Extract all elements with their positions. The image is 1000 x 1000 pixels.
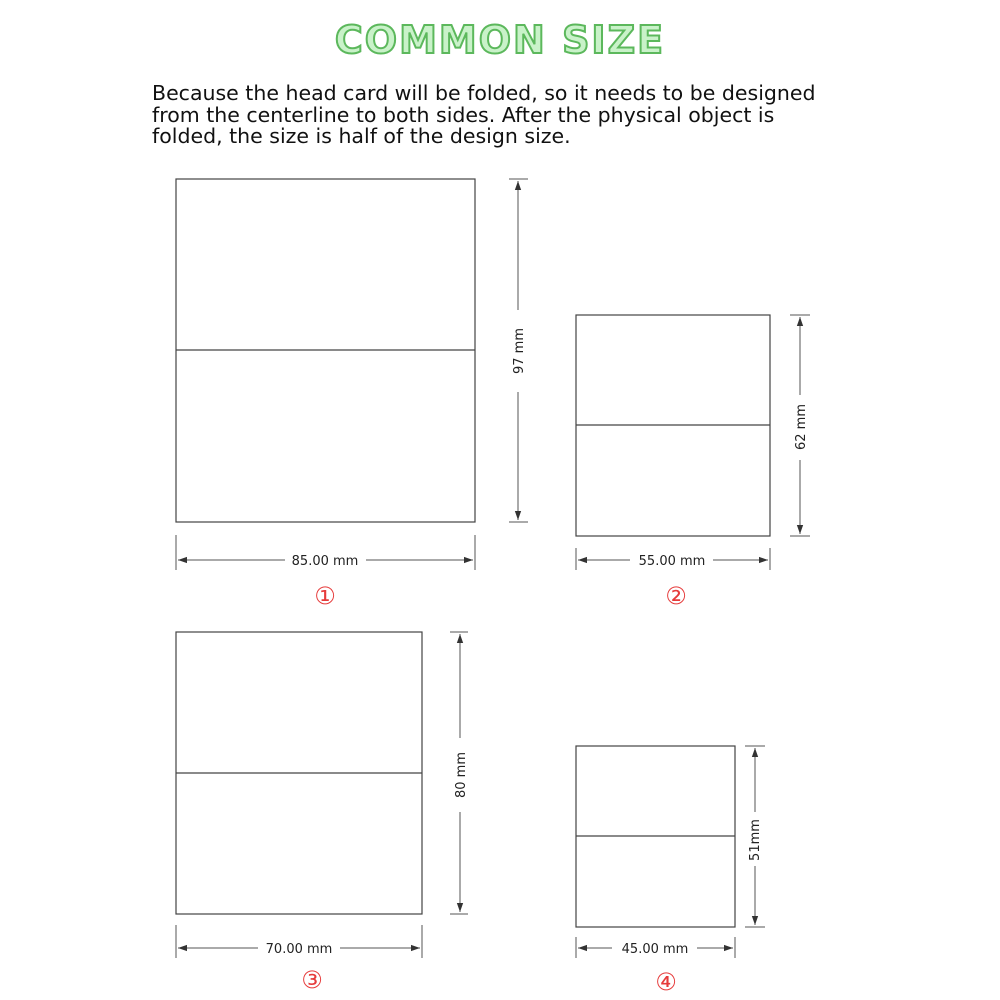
card-3-width-label: 70.00 mm [265,942,333,957]
card-3-number: ③ [301,966,323,994]
card-1-number: ① [314,582,336,610]
card-3-height-label: 80 mm [454,751,469,799]
card-2-width-label: 55.00 mm [638,554,706,569]
card-2-number: ② [665,582,687,610]
card-3 [176,632,469,994]
page-title: COMMON SIZE [334,18,666,62]
card-4-number: ④ [655,968,677,996]
card-1-width-label: 85.00 mm [291,554,359,569]
description-text: Because the head card will be folded, so it needs to be designed from the centerline to both sides. After the physical object is folded, the size is half of the design size. [152,81,816,148]
card-1-height-label: 97 mm [512,327,527,375]
card-2-height-label: 62 mm [794,403,809,451]
card-4-height-label: 51mm [748,819,763,861]
card-4 [576,746,765,996]
card-4-width-label: 45.00 mm [621,942,689,957]
card-1 [176,179,528,610]
card-2 [576,315,810,610]
